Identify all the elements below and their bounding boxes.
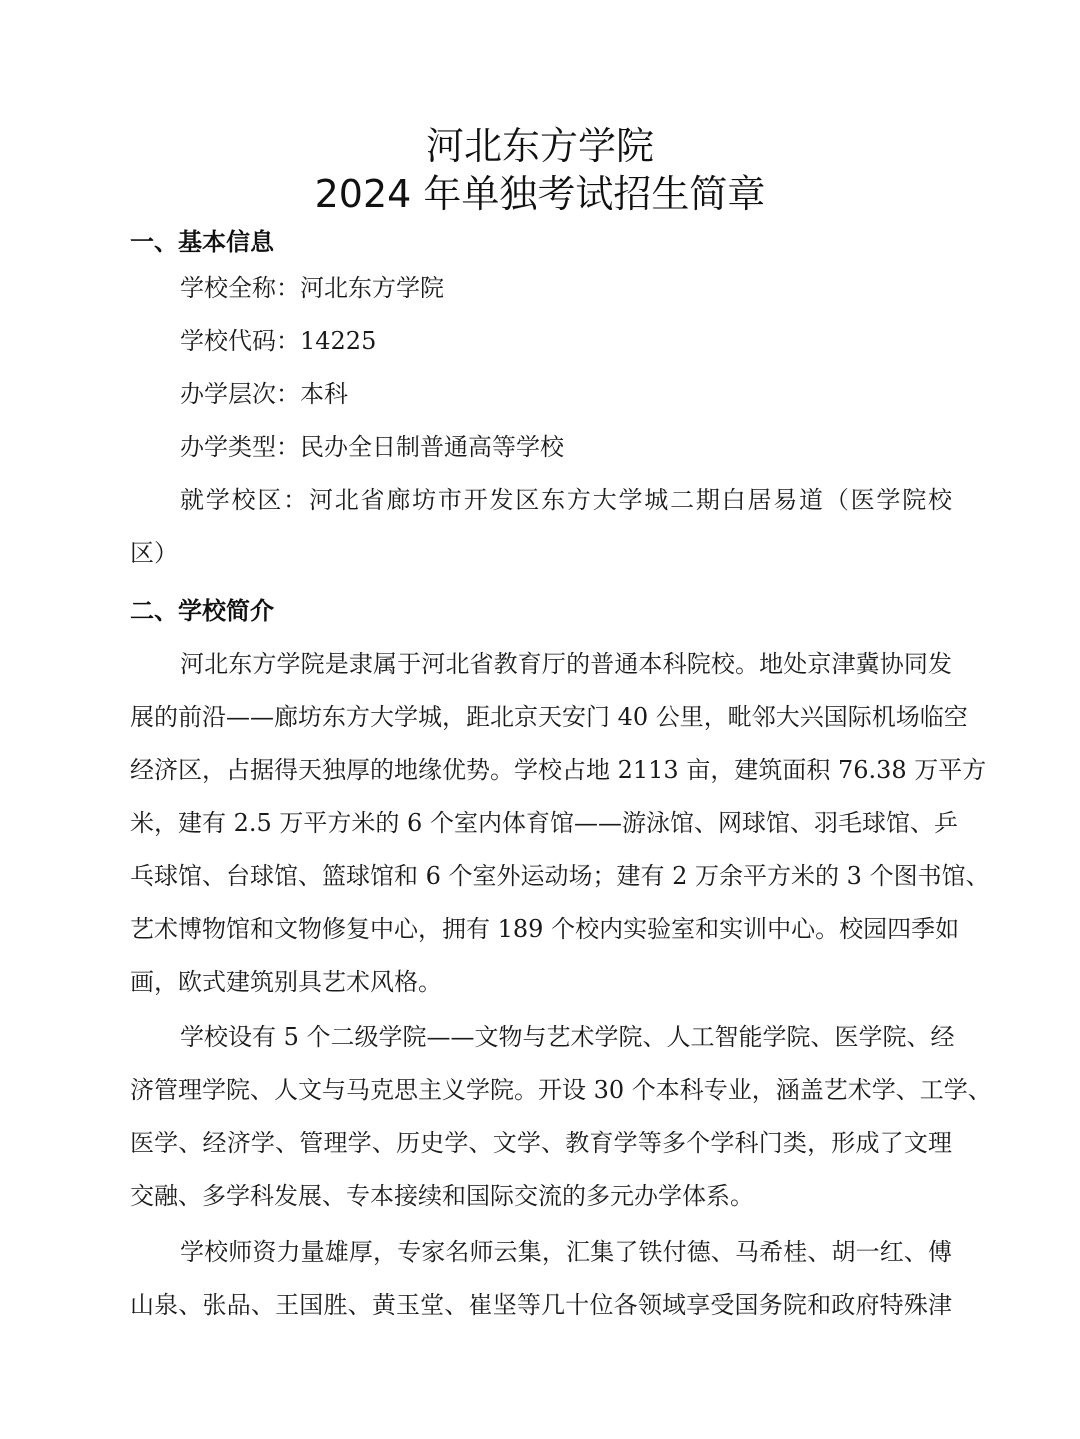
info-campus-line: 就学校区：河北省廊坊市开发区东方大学城二期白居易道（医学院校 xyxy=(180,486,952,514)
paragraph-line: 画，欧式建筑别具艺术风格。 xyxy=(130,968,442,996)
info-campus-line: 区） xyxy=(130,539,178,567)
paragraph-line: 米，建有 2.5 万平方米的 6 个室内体育馆——游泳馆、网球馆、羽毛球馆、乒 xyxy=(130,809,958,837)
paragraph-line: 河北东方学院是隶属于河北省教育厅的普通本科院校。地处京津冀协同发 xyxy=(180,650,952,678)
info-full-name: 学校全称：河北东方学院 xyxy=(180,274,444,302)
info-type: 办学类型：民办全日制普通高等学校 xyxy=(180,433,564,461)
section-heading-basic-info: 一、基本信息 xyxy=(130,228,274,256)
paragraph-line: 济管理学院、人文与马克思主义学院。开设 30 个本科专业，涵盖艺术学、工学、 xyxy=(130,1076,992,1104)
document-title-school: 河北东方学院 xyxy=(425,124,654,168)
paragraph-line: 艺术博物馆和文物修复中心，拥有 189 个校内实验室和实训中心。校园四季如 xyxy=(130,915,960,943)
paragraph-line: 学校设有 5 个二级学院——文物与艺术学院、人工智能学院、医学院、经 xyxy=(180,1023,955,1051)
paragraph-line: 医学、经济学、管理学、历史学、文学、教育学等多个学科门类，形成了文理 xyxy=(130,1129,952,1157)
paragraph-line: 展的前沿——廊坊东方大学城，距北京天安门 40 公里，毗邻大兴国际机场临空 xyxy=(130,703,968,731)
paragraph-line: 经济区，占据得天独厚的地缘优势。学校占地 2113 亩，建筑面积 76.38 万平方 xyxy=(130,756,987,784)
section-heading-introduction: 二、学校简介 xyxy=(130,597,274,625)
paragraph-line: 乓球馆、台球馆、篮球馆和 6 个室外运动场；建有 2 万余平方米的 3 个图书馆、 xyxy=(130,862,990,890)
info-code: 学校代码：14225 xyxy=(180,327,377,355)
document-title-brochure: 2024 年单独考试招生简章 xyxy=(314,172,766,216)
paragraph-line: 山泉、张品、王国胜、黄玉堂、崔坚等几十位各领域享受国务院和政府特殊津 xyxy=(130,1291,952,1319)
paragraph-line: 学校师资力量雄厚，专家名师云集，汇集了铁付德、马希桂、胡一红、傅 xyxy=(180,1238,952,1266)
info-level: 办学层次：本科 xyxy=(180,380,348,408)
paragraph-line: 交融、多学科发展、专本接续和国际交流的多元办学体系。 xyxy=(130,1182,754,1210)
